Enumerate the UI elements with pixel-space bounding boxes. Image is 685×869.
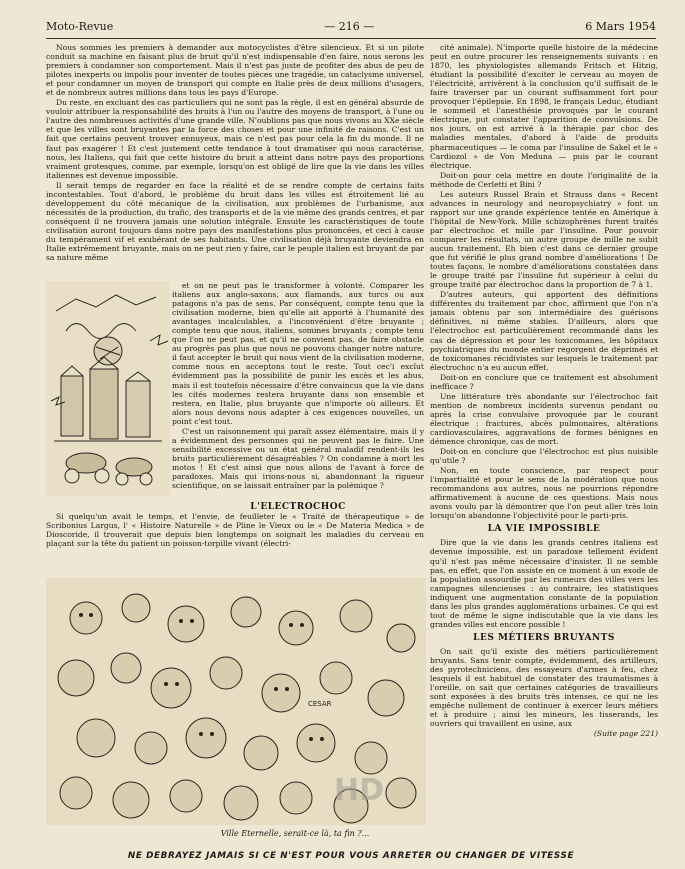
city-noise-illustration: [46, 281, 170, 496]
middle-paragraph: C'est un raisonnement qui paraît assez élémentaire, mais il y a évidemment des personnes qui ne peuvent pas le faire. Une sensibilité excessive ou un état général maladif rendent-ils les bruits particulièrement désagréables ? On condamne à mort les motos ! Et c'est ainsi que nous allons de l'avant à force de paradoxes. Mais qui irions-nous si, abandonnant la rigueur scientifique, on se laissait entraîner par la polémique ?: [172, 426, 424, 491]
header-date: 6 Mars 1954: [585, 20, 656, 33]
right-paragraph: Doit-on pour cela mettre en doute l'originalité de la méthode de Cerletti et Bini ?: [430, 170, 658, 189]
right-column: [430, 43, 658, 868]
intro-column: [46, 43, 424, 281]
page-footer-slogan: NE DEBRAYEZ JAMAIS SI CE N'EST POUR VOUS ARRETER OU CHANGER DE VITESSE: [127, 851, 575, 861]
electrochoc-column: [46, 512, 424, 576]
section-title-electrochoc: L'ELECTROCHOC: [250, 502, 346, 512]
middle-paragraph: et on ne peut pas le transformer à volonté. Comparer les italiens aux anglo-saxons, aux flamands, aux turcs ou aux patagons n'a pas de sens. Par conséquent, compte tenu que la civilisation moderne, bien qu'elle ait apporté à l'humanité des avantages incalculables, a l'inconvénient d'être bruyante ; compte tenu que nous, italiens, sommes bruyants ; compte tenu que l'on ne peut pas, et qu'il ne convient pas, de faire obstacle au progrès pas plus que nous ne pouvons changer notre nature, il faut accepter le bruit qui nous vient de la civilisation moderne, comme nous en acceptons tout le reste. Tout cec'i exclut évidemment pas la possibilité de punir les excès et les abus, mais il est toutefois nécessaire d'être convaincus que la vie dans les cités modernes restera bruyante dans son ensemble et restera, en Italie, plus bruyante que n'importe où ailleurs. Et alors nous devons nous adapter à ces exigences nouvelles, un point c'est tout.: [172, 281, 424, 426]
page-header: [46, 20, 656, 36]
right-paragraph: D'autres auteurs, qui apportent des définitions différentes du traitement par choc, affirment que l'on n'a jamais obtenu par son intermédiaire des guérisons définitives, ni même stables. D'ailleurs, alors que l'électrochoc est particulièrement recommandé dans les cas de dépression et pour les toxicomanes, les hôpitaux psychiatriques du monde entier regorgent de déprimés et de toxicomanes récidivistes sur lesquels le traitement par électrochoc n'a eu aucun effet.: [430, 290, 658, 372]
right-paragraph: Doit-on en conclure que ce traitement est absolument inefficace ?: [430, 372, 658, 391]
right-paragraph: Dire que la vie dans les grands centres italiens est devenue impossible, est un paradoxe tellement évident qu'il n'est pas même nécessaire d'insister. Il ne semble pas, en effet, que l'on assiste en ce moment à un exode de la population assourdie par les rumeurs des villes vers les campagnes silencieuses : au contraire, les statistiques indiquent une augmentation constante de la population dans les plus grandes agglomérations urbaines. Ce qui est tout de même le signe indiscutable que la vie dans les grandes villes est encore possible !: [430, 538, 658, 629]
right-paragraph: Les auteurs Russel Brain et Strauss dans « Recent advances in neurology and neuropsychiatry » font un rapport sur une grande expérience tentée en Amérique à l'hôpital de New-York. Mille schizophrènes furent traités par électrochoc et mille par l'insuline. Pour pouvoir comparer les résultats, un autre groupe de mille ne subit aucun traitement. Eh bien c'est dans ce dernier groupe que fut vérifié le plus grand nombre d'améliorations ! De toutes façons, le nombre d'améliorations constatées dans le groupe traité par l'insuline fut supérieur à celui du groupe traité par électrochoc dans la proportion de 7 à 1.: [430, 189, 658, 290]
intro-paragraph: Il serait temps de regarder en face la réalité et de se rendre compte de certains faits incontestables. Tout d'abord, le problème du bruit dans les villes est étroitement lié au développement du côté mécanique de la civilisation, aux problèmes de l'urbanisme, aux nécessités de la production, du trafic, des transports et de la vie même des grands centres, et par conséquent il ne trouvera jamais une solution intégrale. Ensuite les caractéristiques de toute civilisation auront toujours dans notre pays des manifestations plus prononcées, et ceci à cause du tempérament vif et exubérant de ses habitants. Une civilisation déjà bruyante deviendra en Italie extrêmement bruyante, mais on ne peut rien y faire, car le peuple italien est bruyant de par sa nature même: [46, 180, 424, 263]
header-page-number: — 216 —: [324, 20, 375, 33]
right-paragraph: Non, en toute conscience, par respect pour l'impartialité et pour le sens de la modération que nous recommandons aux autres, nous ne pourrions répondre affirmativement à aucune de ces questions. Mais nous avons voulu par là démontrer que l'on peut aller très loin lorsqu'on abandonne l'objectivité pour le parti-pris.: [430, 466, 658, 521]
section-title-metiers-bruyants: LES MÉTIERS BRUYANTS: [473, 632, 615, 643]
right-paragraph: Une littérature très abondante sur l'électrochoc fait mention de nombreux incidents survenus pendant ou après la crise convulsive provoquée par le courant électrique : fractures, abcès pulmonaires, altérations cardiovasculaires, aggravations de formes bénignes en démence chronique, cas de mort.: [430, 391, 658, 447]
continued-note: (Suite page 221): [593, 729, 658, 739]
right-paragraph: Doit-on en conclure que l'électrochoc est plus nuisible qu'utile ?: [430, 447, 658, 466]
illustration-caption: Ville Eternelle, serait-ce là, ta fin ?...: [220, 829, 370, 838]
header-rule: [46, 38, 656, 39]
illustration-sign: CESAR: [308, 700, 332, 708]
right-paragraph: cité animale). N'importe quelle histoire de la médecine peut en outre procurer les renseignements suivants : en 1870, les physiologistes allemands Fritsch et Hitzig, étudiant la possibilité d'exciter le cerveau au moyen de l'électricité, arrivèrent à la conclusion qu'il suffisait de le faire traverser par un courant suffisamment fort pour provoquer l'épilepsie. En 1898, le français Leduc, étudiant le sommeil et l'anesthésie provoqués par le courant électrique, put constater l'apparition de convulsions. De nos jours, on est arrivé à la thérapie par choc des maladies mentales, d'abord à l'aide de produits pharmaceutiques — le coma par l'insuline de Sakel et le « Cardiozol » de Von Meduna — puis par le courant électrique.: [430, 43, 658, 170]
intro-paragraph: Du reste, en excluant des cas particuliers qui ne sont pas la règle, il est en général absurde de vouloir attribuer la responsabilité des bruits à l'un ou l'autre des moyens de transport, à l'une ou l'autre des nombreuses activités d'une grande ville. N'oublions pas que nous vivons au XXe siècle et que les villes sont bruyantes par la force des choses et pour une infinité de raisons. C'est un fait que certains peuvent trouver ennuyeux, mais ce n'est pas pour cela la fin du monde. Il ne faut pas exagérer ! Et c'est justement cette tendance à tout dramatiser qui nous caractérise, nous, les Italiens, qui fait que cette histoire du bruit a atteint dans notre pays des proportions vraiment grotesques, comme, par exemple, lorsqu'on est obligé de lire que la vie dans les villes italiennes est devenue impossible.: [46, 98, 424, 180]
electrochoc-paragraph: Si quelqu'un avait le temps, et l'envie, de feuilleter le « Traité de thérapeutique » de Scribonius Largus, l' « Histoire Naturelle » de Pline le Vieux ou le « De Materia Medica » de Dioscoride, il trouverait que depuis bien longtemps on soignait les maladies du cerveau en plaçant sur la tête du patient un poisson-torpille vivant (électri-: [46, 512, 424, 549]
section-title-vie-impossible: LA VIE IMPOSSIBLE: [487, 524, 601, 535]
watermark-text: HD: [334, 773, 385, 808]
right-paragraph: On sait qu'il existe des métiers particulièrement bruyants. Sans tenir compte, évidemment, des artilleurs, des pyrotechniciens, des essayeurs d'armes à feu, chez lesquels il est habituel de constater des traumatismes à l'oreille, on sait que certaines catégories de travailleurs sont exposées à des bruits très intenses, ce qui ne les empêche nullement de continuer à exercer leurs métiers et à produire ; ainsi les mineurs, les tisserands, les ouvriers qui travaillent en usine, aux: [430, 646, 658, 729]
intro-paragraph: Nous sommes les premiers à demander aux motocyclistes d'être silencieux. Et si un pilote conduit sa machine en faisant plus de bruit qu'il n'est indispensable d'en faire, nous serons les premiers à condamner son comportement. Mais il n'est pas juste de profiter des abus de peu de pilotes inexperts ou impolis pour inventer de toutes pièces une tragédie, un cataclysme universel, et pour condamner un moyen de transport qui compte en Italie près de deux millions d'usagers, et de nombreux autres millions dans tous les pays d'Europe.: [46, 43, 424, 98]
header-publication: Moto-Revue: [46, 20, 114, 33]
middle-column: [172, 281, 424, 496]
